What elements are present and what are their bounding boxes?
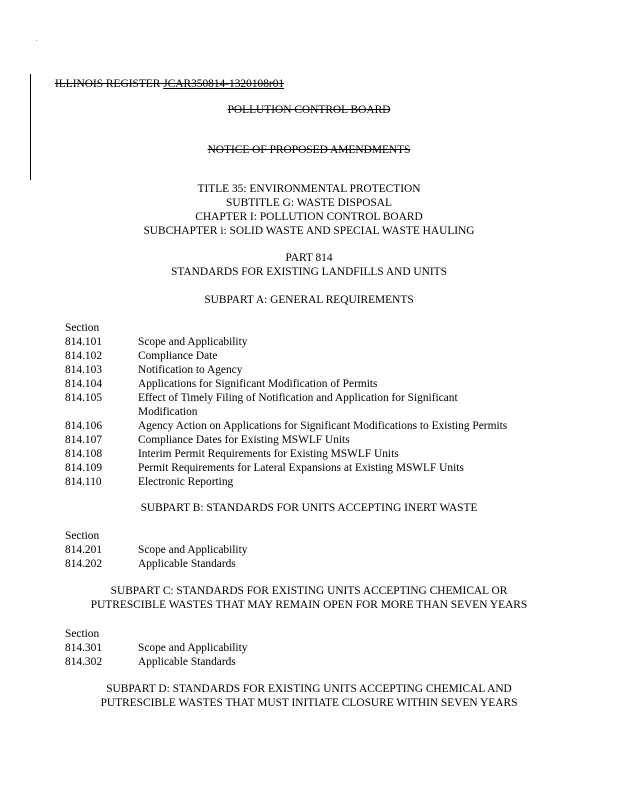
- part-number: PART 814: [285, 252, 333, 264]
- title-heading-block: [0, 182, 618, 238]
- toc-row: 814.109 Permit Requirements for Lateral Expansions at Existing MSWLF Units: [65, 462, 464, 474]
- section-label: Section: [65, 322, 100, 334]
- jcar-tag: JCAR350814-1320108r01: [163, 78, 285, 90]
- toc-row: 814.302 Applicable Standards: [65, 656, 236, 668]
- subtitle-line: SUBTITLE G: WASTE DISPOSAL: [226, 197, 392, 209]
- subpart-c-title: [0, 584, 618, 612]
- section-label: Section: [65, 628, 100, 640]
- subpart-c-title-line2: PUTRESCIBLE WASTES THAT MAY REMAIN OPEN FOR MORE THAN SEVEN YEARS: [90, 599, 528, 611]
- toc-row: 814.301 Scope and Applicability: [65, 642, 248, 654]
- toc-row: 814.107 Compliance Dates for Existing MSWLF Units: [65, 434, 350, 446]
- subpart-a-title: SUBPART A: GENERAL REQUIREMENTS: [204, 294, 414, 306]
- toc-row: 814.202 Applicable Standards: [65, 558, 236, 570]
- toc-row: 814.106 Agency Action on Applications for Significant Modifications to Existing Permits: [65, 420, 508, 432]
- register-name: ILLINOIS REGISTER: [55, 78, 161, 90]
- notice-title: NOTICE OF PROPOSED AMENDMENTS: [207, 144, 411, 156]
- toc-row: 814.201 Scope and Applicability: [65, 544, 248, 556]
- section-label: Section: [65, 530, 100, 542]
- subpart-a-toc: [65, 321, 565, 489]
- chapter-line: CHAPTER I: POLLUTION CONTROL BOARD: [195, 211, 423, 223]
- toc-row-continuation: Modification: [138, 406, 198, 418]
- subpart-b-title: SUBPART B: STANDARDS FOR UNITS ACCEPTING INERT WASTE: [140, 502, 478, 514]
- subpart-d-title-line2: PUTRESCIBLE WASTES THAT MUST INITIATE CLOSURE WITHIN SEVEN YEARS: [100, 697, 518, 709]
- toc-row: 814.110 Electronic Reporting: [65, 476, 234, 488]
- subpart-d-title-line1: SUBPART D: STANDARDS FOR EXISTING UNITS ACCEPTING CHEMICAL AND: [106, 683, 512, 695]
- toc-row: 814.102 Compliance Date: [65, 350, 218, 362]
- toc-row: 814.103 Notification to Agency: [65, 364, 243, 376]
- subpart-b-toc: [65, 529, 565, 571]
- toc-row: 814.108 Interim Permit Requirements for Existing MSWLF Units: [65, 448, 399, 460]
- toc-row: 814.101 Scope and Applicability: [65, 336, 248, 348]
- title-line: TITLE 35: ENVIRONMENTAL PROTECTION: [197, 183, 421, 195]
- part-heading-block: [0, 251, 618, 279]
- subpart-d-title: [0, 682, 618, 710]
- subpart-c-toc: [65, 627, 565, 669]
- part-title: STANDARDS FOR EXISTING LANDFILLS AND UNITS: [171, 266, 447, 278]
- stray-mark: .: [36, 37, 38, 43]
- board-name: POLLUTION CONTROL BOARD: [227, 104, 391, 116]
- toc-row: 814.105 Effect of Timely Filing of Notification and Application for Significant: [65, 392, 458, 404]
- revision-change-bar: [30, 74, 31, 180]
- register-header: [55, 77, 284, 91]
- toc-row: 814.104 Applications for Significant Modification of Permits: [65, 378, 378, 390]
- subpart-c-title-line1: SUBPART C: STANDARDS FOR EXISTING UNITS ACCEPTING CHEMICAL OR: [110, 585, 508, 597]
- subchapter-line: SUBCHAPTER i: SOLID WASTE AND SPECIAL WASTE HAULING: [143, 225, 475, 237]
